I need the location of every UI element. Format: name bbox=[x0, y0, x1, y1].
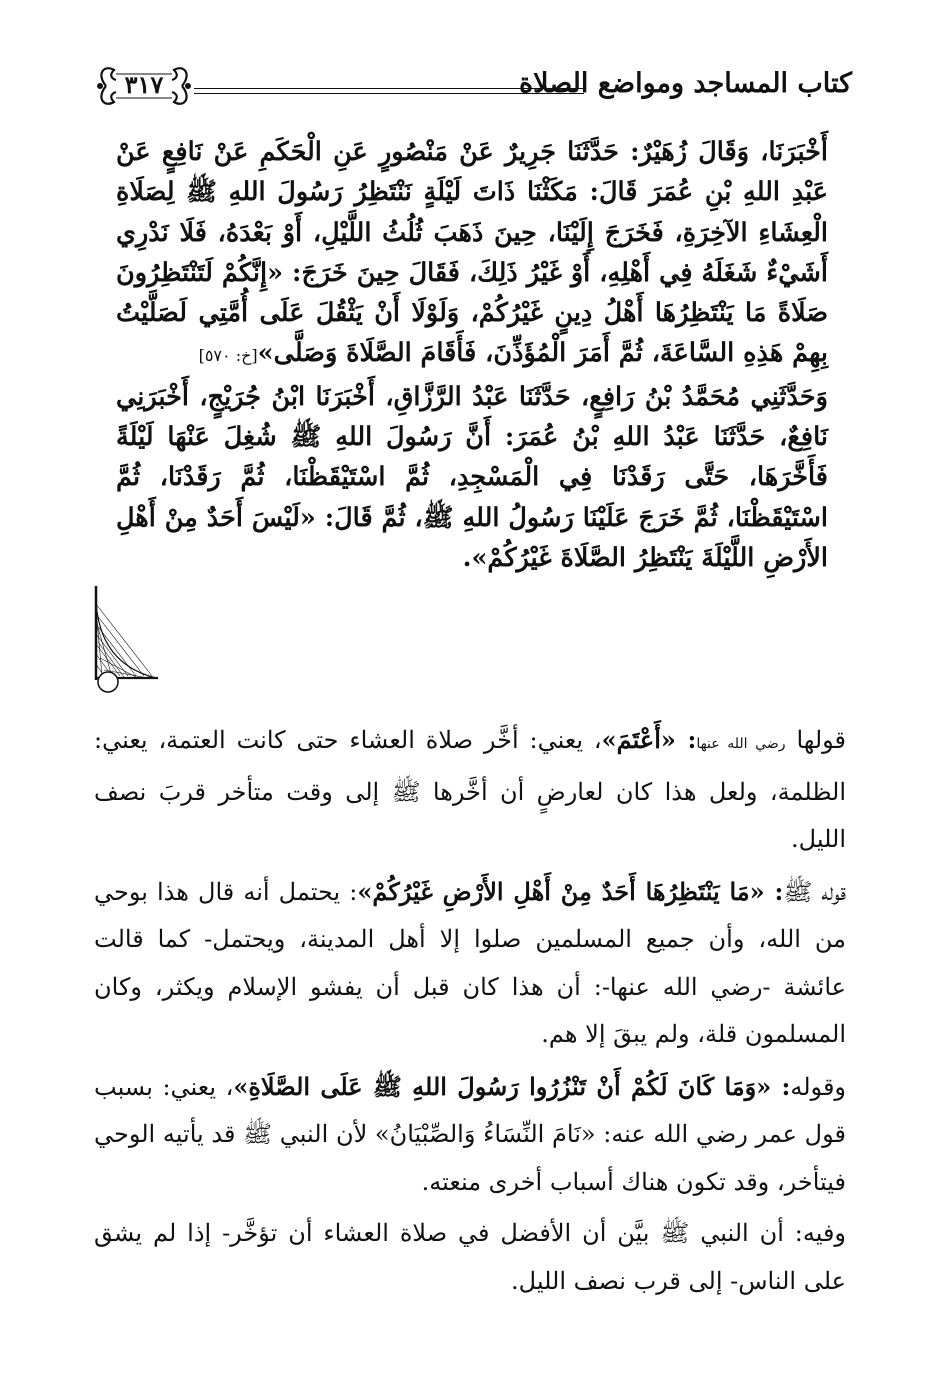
page-number: ٣١٧ bbox=[124, 70, 164, 99]
corner-ornament-icon bbox=[92, 584, 162, 694]
commentary-paragraph: قولها رضي الله عنها: «أَعْتَمَ»، يعني: أخَّر صلاة العشاء حتى كانت العتمة، يعني: الظلمة، ولعل هذا كان لعارضٍ أن أخَّرها ﷺ إلى وقت متأخر قربَ نصف الليل. bbox=[94, 725, 846, 853]
hadith-text-block bbox=[116, 132, 828, 578]
header-rule bbox=[194, 88, 584, 89]
quoted-phrase: : «مَا يَنْتَظِرُهَا أَحَدٌ مِنْ أَهْلِ الأَرْضِ غَيْرُكُمْ» bbox=[357, 876, 784, 906]
commentary-paragraph: قوله ﷺ: «مَا يَنْتَظِرُهَا أَحَدٌ مِنْ أَهْلِ الأَرْضِ غَيْرُكُمْ»: يحتمل أنه قال هذا بوحي من الله، وأن جميع المسلمين صلوا إلا أهل المدينة، ويحتمل- كما قالت عائشة -رضي الله عنها-: أن هذا كان قبل أن يفشو الإسلام ويكثر، وكان المسلمون قلة، ولم يبقَ إلا هم. bbox=[94, 876, 846, 1048]
hadith-reference: [خ: ٥٧٠] bbox=[198, 346, 258, 366]
page-header bbox=[92, 60, 852, 120]
commentary-block bbox=[94, 716, 846, 1309]
hadith-paragraph: أَخْبَرَنَا، وَقَالَ زُهَيْرٌ: حَدَّثَنَا جَرِيرٌ عَنْ مَنْصُورٍ عَنِ الْحَكَمِ عَنْ نَافِعٍ عَنْ عَبْدِ اللهِ بْنِ عُمَرَ قَالَ: مَكَثْنَا ذَاتَ لَيْلَةٍ نَنْتَظِرُ رَسُولَ اللهِ ﷺ لِصَلَاةِ الْعِشَاءِ الآخِرَةِ، فَخَرَجَ إِلَيْنَا، حِينَ ذَهَبَ ثُلُثُ اللَّيْلِ، أَوْ بَعْدَهُ، فَلَا نَدْرِي أَشَيْءٌ شَغَلَهُ فِي أَهْلِهِ، أَوْ غَيْرُ ذَلِكَ، فَقَالَ حِينَ خَرَجَ: «إِنَّكُمْ لَتَنْتَظِرُونَ صَلَاةً مَا يَنْتَظِرُهَا أَهْلُ دِينٍ غَيْرُكُمْ، وَلَوْلَا أَنْ يَثْقُلَ عَلَى أُمَّتِي لَصَلَّيْتُ بِهِمْ هَذِهِ السَّاعَةَ، ثُمَّ أَمَرَ الْمُؤَذِّنَ، فَأَقَامَ الصَّلَاةَ وَصَلَّى»[خ: ٥٧٠] bbox=[116, 137, 828, 369]
quoted-phrase: : «وَمَا كَانَ لَكُمْ أَنْ تَنْزُرُوا رَسُولَ اللهِ ﷺ عَلَى الصَّلَاةِ» bbox=[233, 1071, 791, 1101]
honorific: رضي الله عنها bbox=[696, 736, 786, 752]
quoted-phrase: : «أَعْتَمَ» bbox=[601, 725, 697, 754]
commentary-paragraph: وفيه: أن النبي ﷺ بيَّن أن الأفضل في صلاة العشاء أن تؤخَّر- إذا لم يشق على الناس- إلى قرب نصف الليل. bbox=[94, 1219, 847, 1295]
commentary-paragraph: وقوله: «وَمَا كَانَ لَكُمْ أَنْ تَنْزُرُوا رَسُولَ اللهِ ﷺ عَلَى الصَّلَاةِ»، يعني: بسبب قول عمر رضي الله عنه: «نَامَ النِّسَاءُ وَالصِّبْيَانُ» لأن النبي ﷺ قد يأتيه الوحي فيتأخر، وقد تكون هناك أسباب أخرى منعته. bbox=[94, 1071, 846, 1196]
header-rule-thin bbox=[194, 93, 584, 94]
hadith-paragraph: وَحَدَّثَنِي مُحَمَّدُ بْنُ رَافِعٍ، حَدَّثَنَا عَبْدُ الرَّزَّاقِ، أَخْبَرَنَا ابْنُ جُرَيْجٍ، أَخْبَرَنِي نَافِعٌ، حَدَّثَنَا عَبْدُ اللهِ بْنُ عُمَرَ: أَنَّ رَسُولَ اللهِ ﷺ شُغِلَ عَنْهَا لَيْلَةً فَأَخَّرَهَا، حَتَّى رَقَدْنَا فِي الْمَسْجِدِ، ثُمَّ اسْتَيْقَظْنَا، ثُمَّ رَقَدْنَا، ثُمَّ اسْتَيْقَظْنَا، ثُمَّ خَرَجَ عَلَيْنَا رَسُولُ اللهِ ﷺ، ثُمَّ قَالَ: «لَيْسَ أَحَدٌ مِنْ أَهْلِ الأَرْضِ اللَّيْلَةَ يَنْتَظِرُ الصَّلَاةَ غَيْرُكُمْ». bbox=[116, 381, 828, 573]
chapter-title: كتاب المساجد ومواضع الصلاة bbox=[518, 68, 852, 99]
